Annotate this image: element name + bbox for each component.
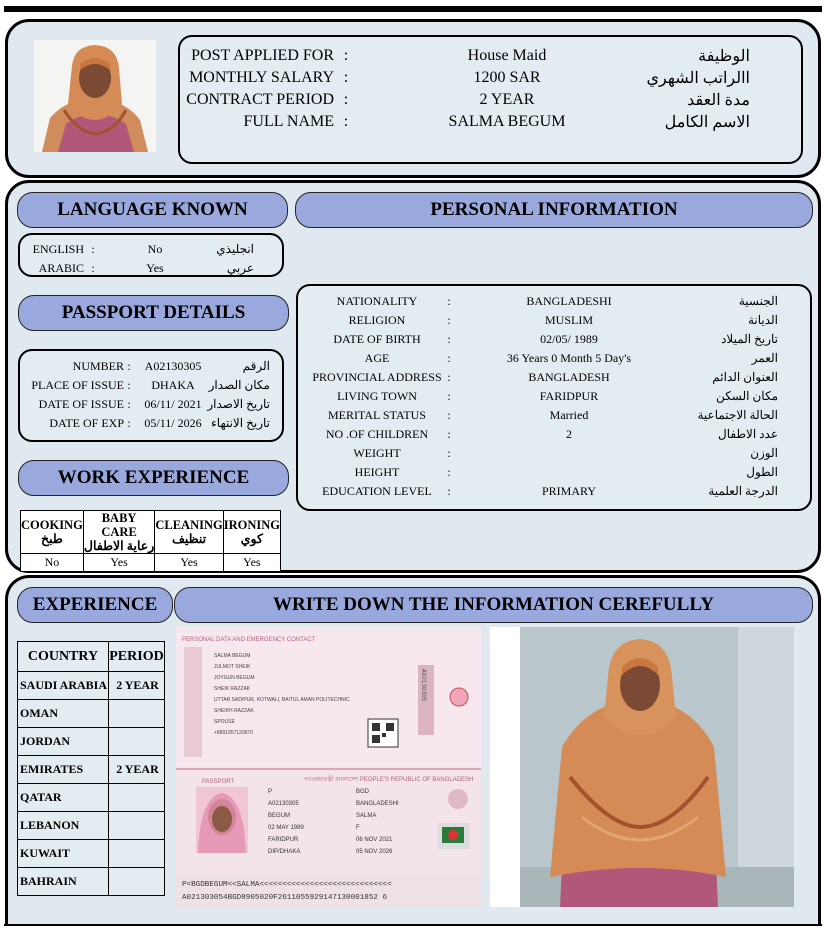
language-arabic: انجليذي — [216, 241, 254, 256]
personal-value: 02/05/ 1989 — [540, 331, 598, 346]
scan-top-field: JULMOT SHEIK — [214, 664, 251, 670]
personal-label: NO .OF CHILDREN — [325, 426, 429, 441]
header-arabic: مدة العقد — [687, 92, 750, 109]
work-column-header — [155, 511, 223, 554]
personal-label: AGE — [364, 350, 390, 365]
passport-colon: : — [127, 396, 131, 411]
experience-row — [18, 840, 165, 868]
header-arabic: الاسم الكامل — [664, 114, 750, 131]
scan-bottom-field: 06 NOV 2021 — [356, 837, 393, 843]
passport-value: 06/11/ 2021 — [144, 396, 202, 411]
scan-bottom-field: FARIDPUR — [268, 837, 299, 843]
experience-table — [17, 641, 165, 896]
experience-row — [18, 728, 165, 756]
personal-value: 36 Years 0 Month 5 Day's — [506, 350, 632, 365]
scan-top-field: SALMA BEGUM — [214, 653, 251, 659]
header-colon: : — [343, 69, 349, 86]
header-label: FULL NAME — [243, 113, 334, 130]
language-label: ARABIC — [38, 260, 84, 275]
personal-colon: : — [447, 445, 451, 460]
scan-mrz-line-2: A021303054BGD8905020F2611055929147130001852 6 — [182, 894, 388, 902]
personal-label: PROVINCIAL ADDRESS — [312, 369, 442, 384]
experience-period — [108, 868, 164, 896]
personal-colon: : — [447, 407, 451, 422]
experience-row — [18, 672, 165, 700]
experience-country: QATAR — [18, 784, 109, 812]
passport-value: DHAKA — [151, 377, 195, 392]
experience-row — [18, 784, 165, 812]
work-column-arabic: كوي — [240, 532, 263, 546]
experience-period — [108, 840, 164, 868]
scan-top-field: SHEIK RAZZAK — [214, 686, 251, 692]
header-panel — [5, 19, 821, 178]
experience-period: 2 YEAR — [108, 756, 164, 784]
experience-period — [108, 700, 164, 728]
language-value: No — [147, 241, 163, 256]
passport-label: DATE OF ISSUE — [38, 396, 124, 411]
experience-period — [108, 784, 164, 812]
personal-arabic: الدرجة العلمية — [708, 483, 778, 498]
passport-arabic: تاريخ الانتهاء — [211, 415, 270, 430]
passport-arabic: الرقم — [242, 358, 270, 373]
passport-scan — [176, 627, 481, 907]
header-label: CONTRACT PERIOD — [186, 91, 334, 108]
passport-label: NUMBER — [72, 358, 124, 373]
personal-arabic: عدد الاطفال — [718, 426, 778, 441]
country-header: COUNTRY — [18, 642, 109, 672]
header-label: MONTHLY SALARY — [189, 69, 334, 86]
header-arabic: االراتب الشهري — [646, 70, 750, 87]
scan-bottom-field: BANGLADESHI — [356, 801, 399, 807]
passport-value: A02130305 — [144, 358, 202, 373]
work-column-english: CLEANING — [155, 518, 223, 532]
experience-row — [18, 868, 165, 896]
language-label: ENGLISH — [32, 241, 84, 256]
work-column-value: No — [21, 554, 84, 572]
header-value: SALMA BEGUM — [448, 113, 566, 130]
work-column-header — [21, 511, 84, 554]
top-rule — [4, 6, 822, 12]
experience-period — [108, 812, 164, 840]
applicant-portrait — [34, 40, 156, 152]
work-column-english: COOKING — [21, 518, 83, 532]
header-arabic: الوظيفة — [698, 48, 750, 65]
experience-title: EXPERIENCE — [17, 587, 173, 623]
passport-scan-image — [176, 627, 481, 907]
personal-colon: : — [447, 350, 451, 365]
passport-arabic: مكان الصدار — [208, 377, 270, 392]
write-down-title: WRITE DOWN THE INFORMATION CEREFULLY — [174, 587, 813, 623]
personal-information-title: PERSONAL INFORMATION — [295, 192, 813, 228]
passport-arabic: تاريخ الاصدار — [207, 396, 270, 411]
language-known-title: LANGUAGE KNOWN — [17, 192, 288, 228]
header-label: POST APPLIED FOR — [191, 47, 334, 64]
header-value: 1200 SAR — [473, 69, 541, 86]
experience-row — [18, 812, 165, 840]
personal-arabic: العنوان الدائم — [712, 369, 778, 384]
personal-arabic: الجنسية — [738, 293, 778, 308]
language-colon: : — [91, 260, 95, 275]
scan-bottom-field: 05 NOV 2026 — [356, 849, 393, 855]
header-colon: : — [343, 113, 349, 130]
personal-value: MUSLIM — [544, 312, 593, 327]
personal-value: 2 — [566, 426, 572, 441]
language-arabic: عربي — [226, 260, 254, 275]
work-column-value: Yes — [223, 554, 280, 572]
work-column-value: Yes — [155, 554, 223, 572]
scan-mrz-line-1: P<BGDBEGUM<<SALMA<<<<<<<<<<<<<<<<<<<<<<<<<<<<< — [182, 881, 392, 889]
work-column-value: Yes — [83, 554, 155, 572]
passport-value: 05/11/ 2026 — [144, 415, 202, 430]
post-details-box — [178, 35, 803, 164]
experience-country: KUWAIT — [18, 840, 109, 868]
work-column-english: BABY CARE — [101, 511, 137, 539]
personal-value: Married — [549, 407, 589, 422]
work-experience-table — [20, 510, 281, 572]
personal-colon: : — [447, 426, 451, 441]
scan-top-field: SPOUSE — [214, 719, 235, 725]
personal-info-box — [296, 284, 812, 511]
personal-arabic: الديانة — [747, 312, 778, 327]
scan-bottom-field: P — [268, 789, 273, 795]
scan-top-heading: PERSONAL DATA AND EMERGENCY CONTACT — [182, 637, 316, 643]
language-colon: : — [91, 241, 95, 256]
passport-colon: : — [127, 358, 131, 373]
personal-colon: : — [447, 369, 451, 384]
scan-bottom-heading: গণপ্রজাতন্ত্রী বাংলাদেশ PEOPLE'S REPUBLIC OF BANGLADESH — [304, 777, 474, 783]
scan-bottom-field: SALMA — [356, 813, 377, 819]
passport-colon: : — [127, 377, 131, 392]
scan-top-field: SHEIKH RAZZAK — [214, 708, 254, 714]
scan-bottom-field: DIP/DHAKA — [268, 849, 301, 855]
full-body-photo — [490, 627, 794, 907]
work-column-arabic: تنظيف — [171, 532, 207, 546]
header-value: 2 YEAR — [479, 91, 535, 108]
personal-colon: : — [447, 388, 451, 403]
header-value: House Maid — [467, 47, 547, 64]
personal-label: RELIGION — [348, 312, 406, 327]
personal-colon: : — [447, 331, 451, 346]
header-colon: : — [343, 91, 349, 108]
work-column-arabic: طبخ — [41, 532, 63, 546]
language-value: Yes — [146, 260, 164, 275]
personal-arabic: مكان السكن — [716, 388, 778, 403]
experience-period — [108, 728, 164, 756]
passport-details-title: PASSPORT DETAILS — [18, 295, 289, 331]
experience-country: LEBANON — [18, 812, 109, 840]
scan-top-field: UTTAR SADIPUR, KOTWALI, BAITUL AMAN POLITECHNIC — [214, 697, 350, 703]
header-colon: : — [343, 47, 349, 64]
bottom-rule — [4, 924, 822, 930]
language-box — [18, 233, 284, 277]
experience-country: SAUDI ARABIA — [18, 672, 109, 700]
personal-colon: : — [447, 464, 451, 479]
experience-country: BAHRAIN — [18, 868, 109, 896]
personal-colon: : — [447, 483, 451, 498]
personal-label: DATE OF BIRTH — [333, 331, 421, 346]
personal-arabic: الوزن — [750, 445, 778, 460]
scan-bottom-field: A02130305 — [268, 801, 299, 807]
personal-value: BANGLADESH — [528, 369, 610, 384]
experience-country: OMAN — [18, 700, 109, 728]
portrait-image — [34, 40, 156, 152]
scan-top-field: JOYGUN BEGUM — [214, 675, 255, 681]
personal-label: MERITAL STATUS — [328, 407, 426, 422]
passport-colon: : — [127, 415, 131, 430]
personal-arabic: الطول — [746, 464, 778, 479]
experience-country: JORDAN — [18, 728, 109, 756]
passport-label: PLACE OF ISSUE — [31, 377, 124, 392]
personal-label: LIVING TOWN — [337, 388, 417, 403]
work-experience-title: WORK EXPERIENCE — [18, 460, 289, 496]
work-column-header — [223, 511, 280, 554]
personal-value: FARIDPUR — [539, 388, 599, 403]
personal-value: BANGLADESHI — [526, 293, 612, 308]
work-column-header — [83, 511, 155, 554]
period-header: PERIOD — [108, 642, 164, 672]
scan-bottom-field: BEGUM — [268, 813, 291, 819]
passport-label: DATE OF EXP — [49, 415, 124, 430]
personal-colon: : — [447, 293, 451, 308]
personal-label: WEIGHT — [353, 445, 401, 460]
full-body-image — [490, 627, 794, 907]
personal-colon: : — [447, 312, 451, 327]
experience-country: EMIRATES — [18, 756, 109, 784]
scan-side-number: A02130305 — [420, 669, 427, 702]
work-column-english: IRONING — [223, 518, 280, 532]
personal-arabic: العمر — [751, 350, 778, 365]
scan-bottom-field: 02 MAY 1989 — [268, 825, 304, 831]
experience-row — [18, 700, 165, 728]
scan-bottom-label: PASSPORT — [202, 779, 235, 785]
work-column-arabic: رعاية الاطفال — [83, 539, 155, 553]
personal-arabic: تاريخ الميلاد — [721, 331, 778, 346]
scan-bottom-field: F — [356, 825, 360, 831]
personal-arabic: الحالة الاجتماعية — [697, 407, 778, 422]
passport-box — [18, 349, 284, 442]
personal-label: EDUCATION LEVEL — [322, 483, 432, 498]
personal-label: HEIGHT — [354, 464, 400, 479]
experience-period: 2 YEAR — [108, 672, 164, 700]
personal-label: NATIONALITY — [336, 293, 418, 308]
scan-top-field: +8801957120670 — [214, 730, 254, 736]
personal-value: PRIMARY — [541, 483, 597, 498]
scan-bottom-field: BGD — [356, 789, 370, 795]
experience-row — [18, 756, 165, 784]
